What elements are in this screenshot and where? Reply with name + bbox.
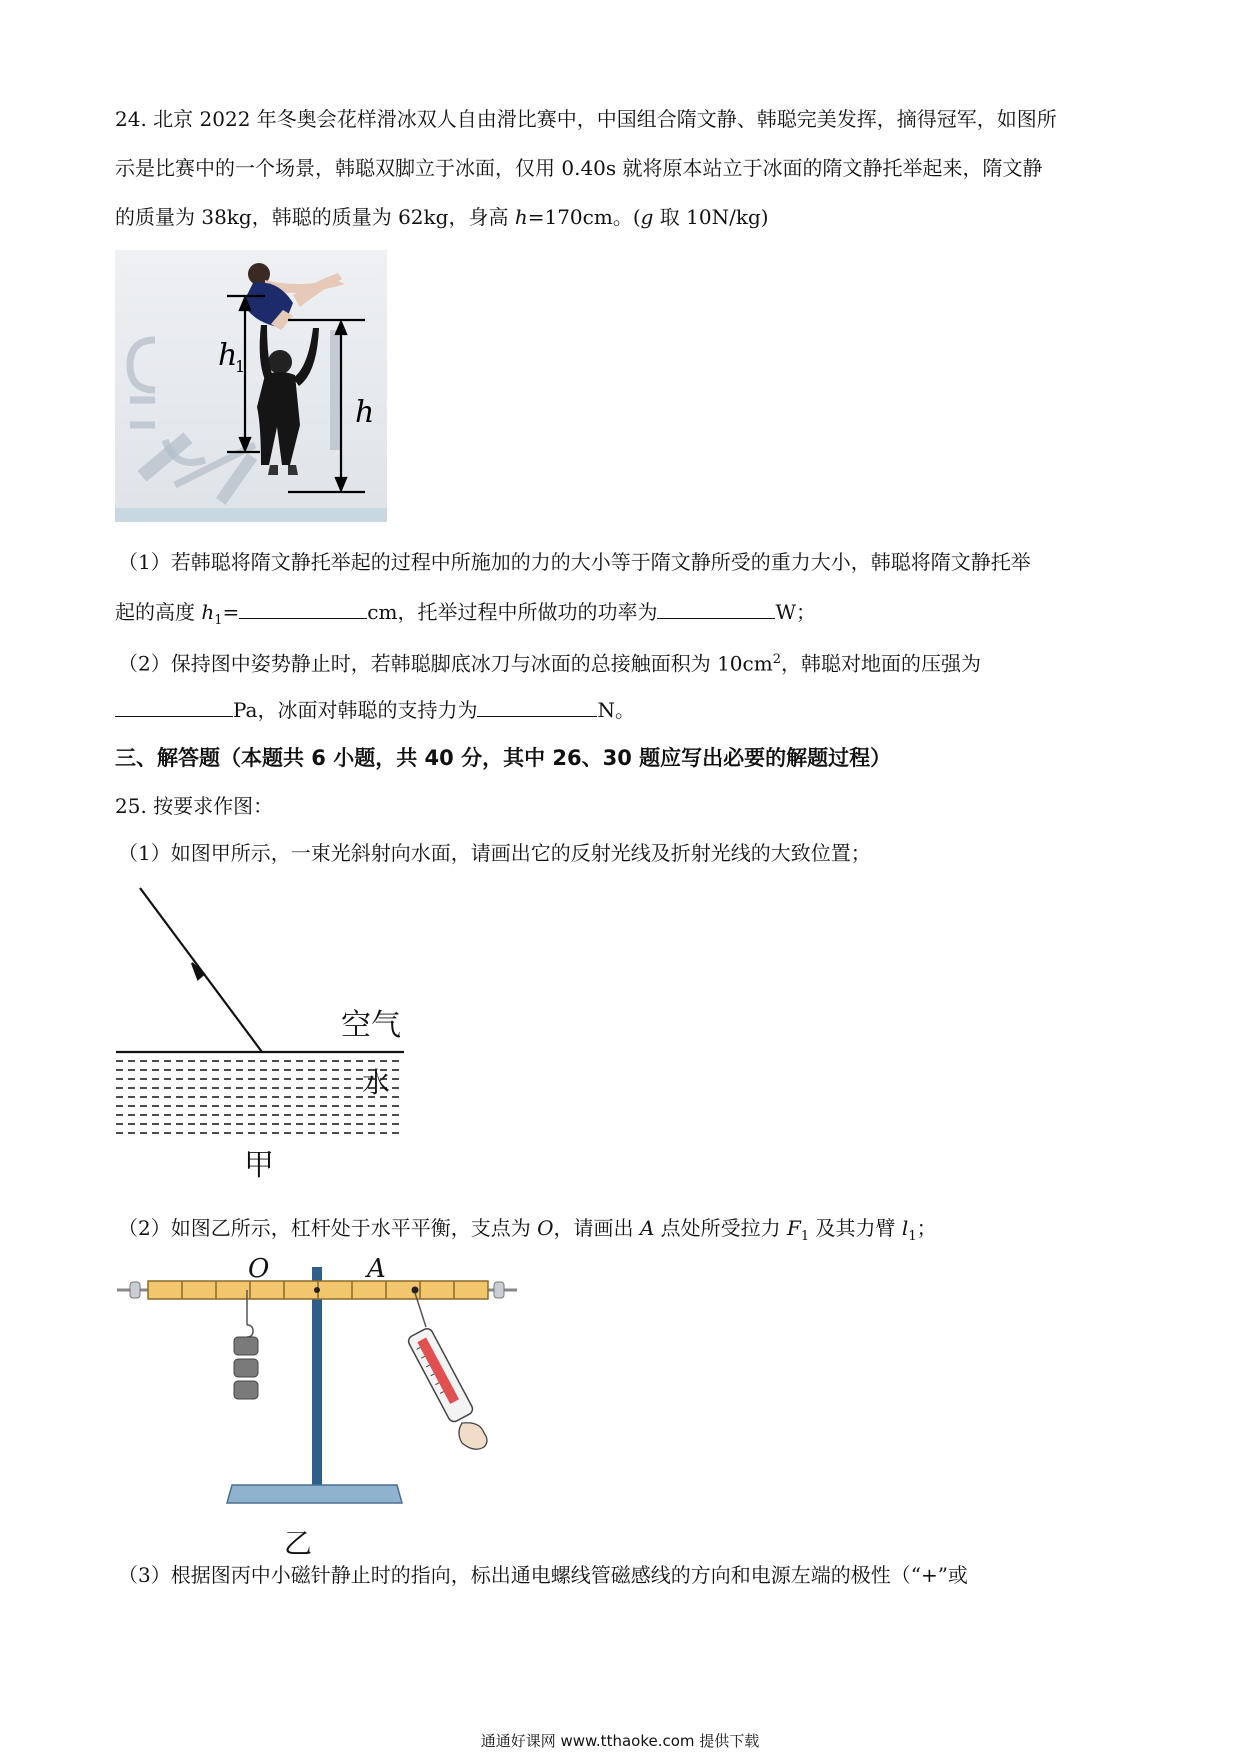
q24-line-3: 的质量为 38kg，韩聪的质量为 62kg，身高 h=170cm。(g 取 10N/kg) — [115, 205, 769, 229]
skating-photo — [115, 250, 387, 522]
water-hatching — [116, 1061, 404, 1133]
q24-part2-line-2: Pa，冰面对韩聪的支持力为 N。 — [115, 694, 635, 725]
lever-stand-pole — [312, 1267, 322, 1487]
answer-blank-support-force[interactable] — [477, 694, 597, 717]
q25-part2: （2）如图乙所示，杠杆处于水平平衡，支点为 O，请画出 A 点处所受拉力 $F_1$ 及其力臂 $l_1$； — [118, 1216, 937, 1244]
figure-jia — [112, 880, 412, 1190]
page-footer: 通通好课网 www.tthaoke.com 提供下载 — [480, 1732, 760, 1750]
answer-blank-pressure[interactable] — [115, 694, 233, 717]
section-3-heading: 三、解答题（本题共 6 小题，共 40 分，其中 26、30 题应写出必要的解题过程） — [115, 746, 892, 770]
spring-scale — [407, 1293, 487, 1449]
water-label: 水 — [362, 1066, 391, 1099]
answer-blank-h1[interactable] — [239, 596, 367, 619]
q25-title: 25. 按要求作图： — [115, 794, 274, 818]
label-A: A — [367, 1255, 386, 1284]
q24-line-1: 24. 北京 2022 年冬奥会花样滑冰双人自由滑比赛中，中国组合隋文静、韩聪完美发挥，摘得冠军，如图所 — [115, 107, 1057, 131]
caption-jia: 甲 — [244, 1148, 274, 1183]
air-label: 空气 — [341, 1008, 401, 1043]
q25-part3: （3）根据图丙中小磁针静止时的指向，标出通电螺线管磁感线的方向和电源左端的极性（“+”或 — [118, 1563, 968, 1587]
q25-part1: （1）如图甲所示，一束光斜射向水面，请画出它的反射光线及折射光线的大致位置； — [118, 841, 871, 865]
figure-yi — [112, 1255, 532, 1555]
label-O: O — [248, 1255, 270, 1284]
q24-part2-line-1: （2）保持图中姿势静止时，若韩聪脚底冰刀与冰面的总接触面积为 $10cm^2$，韩聪对地面的压强为 — [118, 651, 981, 676]
q24-part1-line-1: （1）若韩聪将隋文静托举起的过程中所施加的力的大小等于隋文静所受的重力大小，韩聪将隋文静托举 — [118, 550, 1031, 574]
hand — [459, 1423, 487, 1450]
stand-base — [227, 1485, 402, 1503]
q24-part1-line-2: 起的高度 $h_1=$ cm，托举过程中所做功的功率为 W； — [115, 596, 816, 636]
h1-sub-label: 1 — [235, 357, 246, 376]
caption-yi: 乙 — [284, 1527, 313, 1555]
hanging-weights — [234, 1290, 258, 1399]
h-label: h — [355, 395, 375, 430]
q24-line-2: 示是比赛中的一个场景，韩聪双脚立于冰面，仅用 0.40s 就将原本站立于冰面的隋文静托举起来，隋文静 — [115, 156, 1043, 180]
h1-label: h — [218, 338, 238, 373]
answer-blank-power[interactable] — [657, 596, 775, 619]
lever-bar — [117, 1281, 517, 1299]
